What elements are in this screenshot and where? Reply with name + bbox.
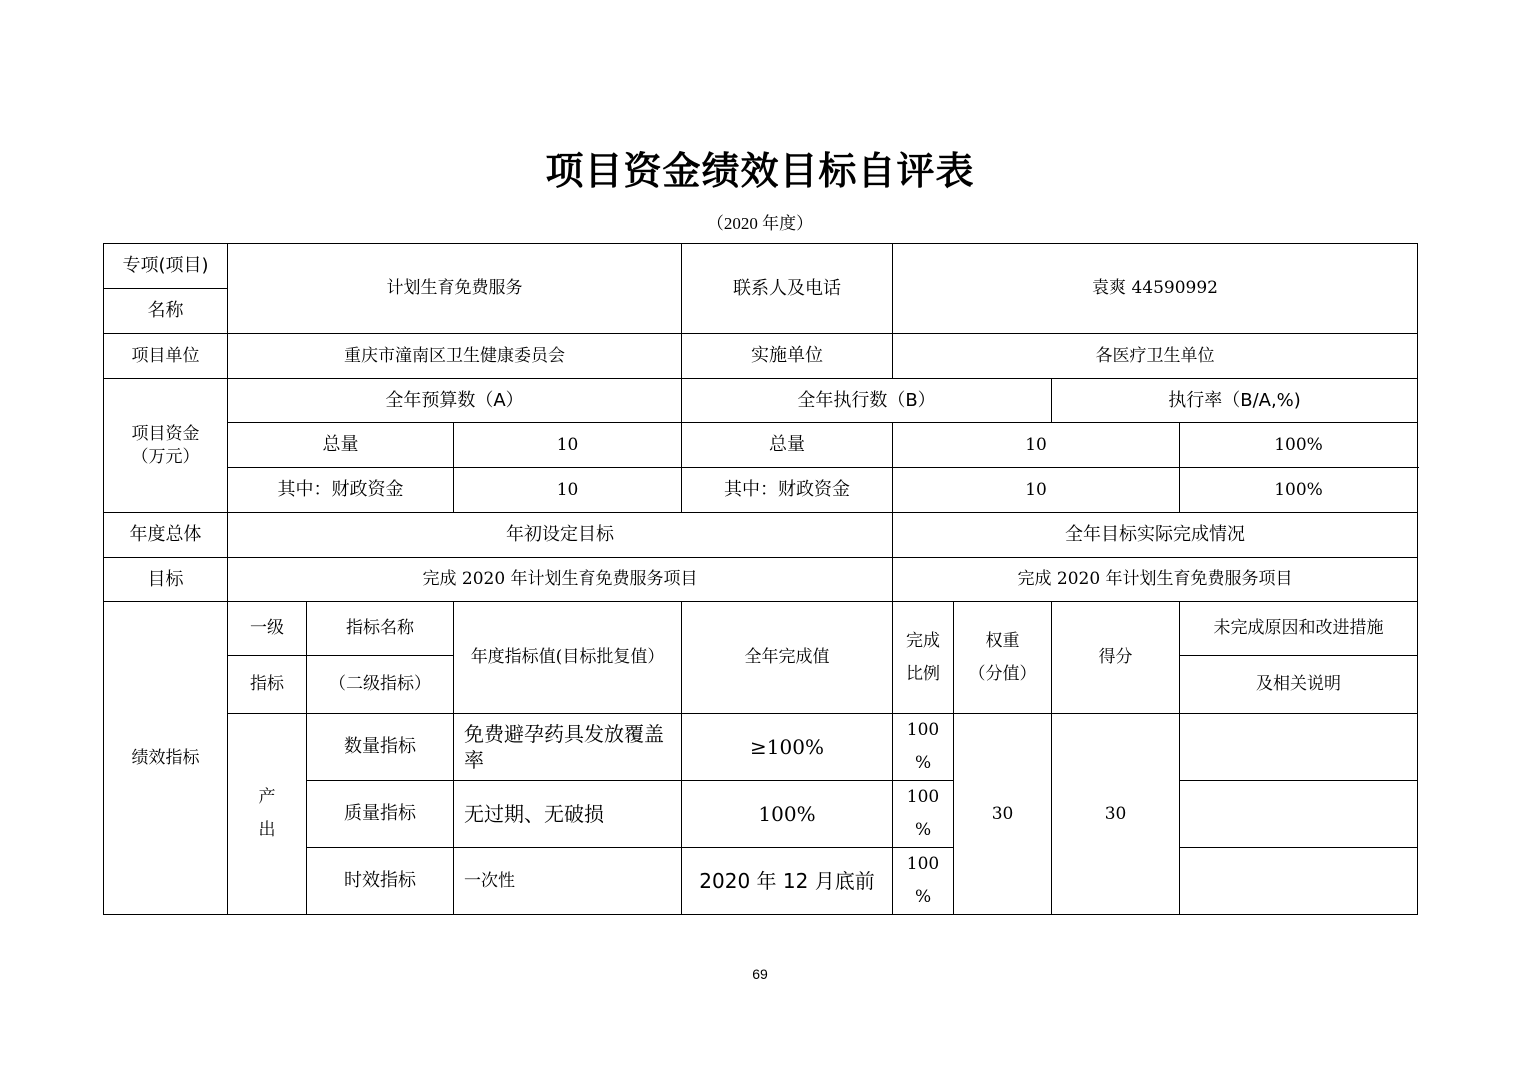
initial-goal-header: 年初设定目标 xyxy=(228,513,893,558)
execution-header: 全年执行数（B） xyxy=(682,379,1052,423)
indicator-score: 30 xyxy=(1052,714,1180,915)
indicator-ratio xyxy=(893,714,954,781)
annual-goal-label-line1: 年度总体 xyxy=(104,513,228,558)
actual-goal-value: 完成 2020 年计划生育免费服务项目 xyxy=(893,558,1418,602)
implementing-unit-label: 实施单位 xyxy=(682,334,893,379)
indicator-ratio-line2: % xyxy=(914,753,932,773)
indicator-name: 数量指标 xyxy=(307,714,454,781)
indicator-actual: 2020 年 12 月底前 xyxy=(682,848,893,915)
output-category-line1: 产 xyxy=(258,787,276,807)
indicator-actual: 100% xyxy=(682,781,893,848)
weight-header-line2: （分值） xyxy=(968,663,1037,684)
project-name-label-line2: 名称 xyxy=(104,289,228,334)
target-value-header: 年度指标值(目标批复值） xyxy=(454,602,682,714)
indicator-target: 免费避孕药具发放覆盖率 xyxy=(454,714,682,781)
indicator-ratio-line1: 100 xyxy=(906,787,940,807)
contact-label: 联系人及电话 xyxy=(682,244,893,334)
score-header: 得分 xyxy=(1052,602,1180,714)
fiscal-budget-label: 其中：财政资金 xyxy=(228,468,454,513)
indicator-ratio xyxy=(893,781,954,848)
indicator-ratio-line2: % xyxy=(914,887,932,907)
output-category-line2: 出 xyxy=(258,820,276,840)
level1-header-line1: 一级 xyxy=(228,602,307,656)
indicator-ratio-line1: 100 xyxy=(906,720,940,740)
indicator-reason xyxy=(1180,714,1418,781)
contact-value: 袁爽 44590992 xyxy=(893,244,1418,334)
actual-goal-header: 全年目标实际完成情况 xyxy=(893,513,1418,558)
budget-header: 全年预算数（A） xyxy=(228,379,682,423)
fiscal-exec-value: 10 xyxy=(893,468,1180,513)
indicator-target: 无过期、无破损 xyxy=(454,781,682,848)
indicator-actual: ≥100% xyxy=(682,714,893,781)
total-budget-label: 总量 xyxy=(228,423,454,468)
fiscal-budget-value: 10 xyxy=(454,468,682,513)
indicator-name: 时效指标 xyxy=(307,848,454,915)
reason-header-line1: 未完成原因和改进措施 xyxy=(1180,602,1418,656)
actual-value-header: 全年完成值 xyxy=(682,602,893,714)
total-budget-value: 10 xyxy=(454,423,682,468)
project-unit-label: 项目单位 xyxy=(104,334,228,379)
indicator-reason xyxy=(1180,781,1418,848)
funds-label xyxy=(104,379,228,513)
annual-goal-label-line2: 目标 xyxy=(104,558,228,602)
indicator-reason xyxy=(1180,848,1418,915)
indicator-name-header-line2: （二级指标） xyxy=(307,656,454,714)
funds-label-line1: 项目资金 xyxy=(131,424,200,445)
initial-goal-value: 完成 2020 年计划生育免费服务项目 xyxy=(228,558,893,602)
completion-ratio-header xyxy=(893,602,954,714)
indicator-name-header-line1: 指标名称 xyxy=(307,602,454,656)
total-exec-value: 10 xyxy=(893,423,1180,468)
table-row xyxy=(104,714,1418,781)
evaluation-table xyxy=(103,243,1418,915)
total-rate-value: 100% xyxy=(1180,423,1418,468)
fiscal-rate-value: 100% xyxy=(1180,468,1418,513)
indicator-weight: 30 xyxy=(954,714,1052,915)
completion-ratio-header-line2: 比例 xyxy=(906,663,941,684)
level1-header-line2: 指标 xyxy=(228,656,307,714)
project-name-label-line1: 专项(项目) xyxy=(104,244,228,289)
indicator-ratio xyxy=(893,848,954,915)
indicator-target: 一次性 xyxy=(454,848,682,915)
indicator-name: 质量指标 xyxy=(307,781,454,848)
completion-ratio-header-line1: 完成 xyxy=(906,630,941,651)
execution-rate-header: 执行率（B/A,%) xyxy=(1052,379,1418,423)
project-unit-value: 重庆市潼南区卫生健康委员会 xyxy=(228,334,682,379)
funds-label-line2: （万元） xyxy=(131,446,200,467)
weight-header-line1: 权重 xyxy=(985,630,1020,651)
fiscal-exec-label: 其中：财政资金 xyxy=(682,468,893,513)
fiscal-year: （2020 年度） xyxy=(706,214,814,233)
reason-header-line2: 及相关说明 xyxy=(1180,656,1418,714)
weight-header xyxy=(954,602,1052,714)
implementing-unit-value: 各医疗卫生单位 xyxy=(893,334,1418,379)
output-category xyxy=(228,714,307,915)
project-name-value: 计划生育免费服务 xyxy=(228,244,682,334)
performance-label: 绩效指标 xyxy=(104,602,228,915)
document-title: 项目资金绩效目标自评表 xyxy=(545,148,975,193)
page-number: 69 xyxy=(752,966,768,982)
indicator-ratio-line1: 100 xyxy=(906,854,940,874)
total-exec-label: 总量 xyxy=(682,423,893,468)
indicator-ratio-line2: % xyxy=(914,820,932,840)
